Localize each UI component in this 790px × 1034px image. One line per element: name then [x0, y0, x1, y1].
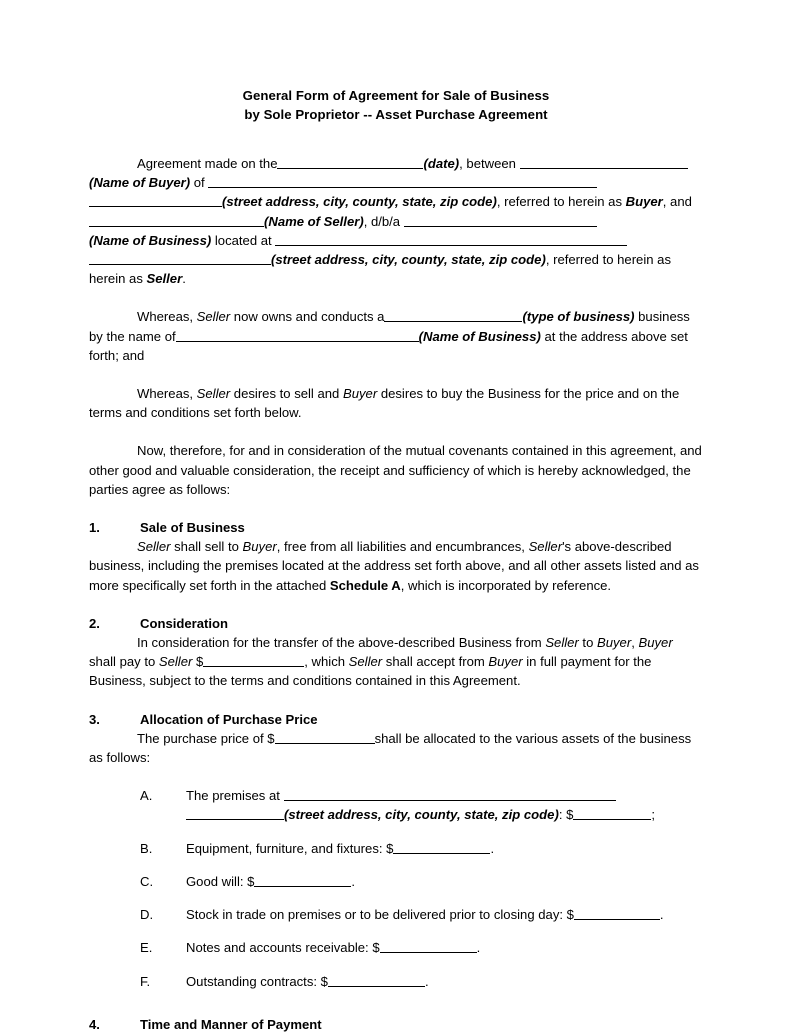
- blank-business-location-part1[interactable]: [275, 232, 627, 246]
- section-heading-1: [89, 518, 703, 537]
- preamble-text-8: , referred to herein as: [545, 252, 671, 268]
- label-name-of-seller: (Name of Seller): [264, 213, 364, 229]
- spacer: [89, 991, 703, 1015]
- blank-name-of-seller[interactable]: [89, 213, 264, 227]
- list-item: [89, 839, 703, 858]
- blank-type-of-business[interactable]: [384, 308, 522, 322]
- sec1-text-1: shall sell to: [170, 539, 243, 555]
- blank-name-of-buyer[interactable]: [520, 155, 688, 169]
- blank-premises-address-part1[interactable]: [284, 787, 616, 801]
- sec2-text-6: , which: [304, 654, 349, 670]
- label-name-of-business-2: (Name of Business): [418, 328, 541, 344]
- whereas-paragraph-2: [89, 384, 703, 422]
- role-seller-1: Seller: [146, 271, 183, 287]
- whereas2-text-3: desires to buy the Business for the price and on the terms and conditions set forth below.: [89, 386, 680, 421]
- whereas1-text-4: at the address above set forth; and: [89, 328, 688, 363]
- item-a-text-1: The premises at: [186, 788, 284, 804]
- role-buyer-6: Buyer: [488, 654, 523, 670]
- title-line-1: General Form of Agreement for Sale of Business: [242, 88, 550, 103]
- preamble-text-1: Agreement made on the: [137, 156, 278, 171]
- whereas1-text-1: Whereas,: [137, 309, 197, 325]
- role-buyer-2: Buyer: [342, 386, 378, 402]
- blank-premises-address-part2[interactable]: [186, 806, 284, 820]
- list-letter-b: B.: [140, 840, 153, 856]
- list-letter-d: D.: [140, 907, 154, 923]
- sec3-text-1: The purchase price of $: [137, 730, 275, 746]
- list-item: [89, 905, 703, 924]
- spacer: [89, 825, 703, 839]
- role-buyer-5: Buyer: [638, 635, 673, 651]
- sec2-text-3: ,: [631, 635, 639, 651]
- spacer: [89, 422, 703, 441]
- list-item-a-text: [140, 786, 703, 805]
- document-body: [89, 86, 703, 1034]
- label-name-of-business-1: (Name of Business): [89, 232, 212, 248]
- sec1-text-3: 's above-described business, including the premises located at the address set forth above, and all other assets listed and as more specifically set forth in the attached: [89, 539, 699, 593]
- section-heading-2: [89, 614, 703, 633]
- section-number-2: 2.: [89, 615, 100, 631]
- sec1-text-4: , which is incorporated by reference.: [400, 577, 612, 593]
- section-heading-3: [89, 710, 703, 729]
- label-type-of-business: (type of business): [522, 309, 635, 325]
- role-buyer-1: Buyer: [625, 194, 663, 210]
- sec2-text-5: $: [192, 654, 204, 670]
- blank-amount-d[interactable]: [574, 906, 660, 920]
- section-title-3: Allocation of Purchase Price: [140, 711, 318, 727]
- blank-buyer-address-part2[interactable]: [89, 193, 222, 207]
- blank-allocation-price[interactable]: [275, 730, 375, 744]
- role-buyer-4: Buyer: [597, 635, 632, 651]
- whereas-paragraph-1: [89, 307, 703, 365]
- whereas2-text-2: desires to sell and: [230, 386, 343, 402]
- label-date: (date): [423, 156, 460, 171]
- list-item-f-text: [140, 972, 703, 991]
- item-f-text-2: .: [424, 973, 429, 989]
- whereas1-text-3: business by the name of: [89, 309, 690, 344]
- spacer: [89, 958, 703, 972]
- role-seller-7: Seller: [158, 654, 193, 670]
- list-item-c-text: [140, 872, 703, 891]
- role-seller-4: Seller: [137, 539, 171, 555]
- list-item-d-text: [140, 905, 703, 924]
- blank-purchase-amount[interactable]: [203, 653, 304, 667]
- blank-amount-e[interactable]: [380, 939, 477, 953]
- schedule-a-reference: Schedule A: [329, 577, 401, 593]
- item-b-text-1: Equipment, furniture, and fixtures: $: [186, 840, 394, 856]
- spacer: [89, 365, 703, 384]
- spacer: [89, 858, 703, 872]
- spacer: [89, 288, 703, 307]
- allocation-list: [89, 786, 703, 990]
- section-number-4: 4.: [89, 1016, 100, 1032]
- preamble-text-3: of: [190, 175, 209, 191]
- spacer: [89, 124, 703, 154]
- section-title-2: Consideration: [140, 615, 229, 631]
- blank-business-name[interactable]: [176, 328, 419, 342]
- blank-amount-c[interactable]: [254, 873, 351, 887]
- spacer: [89, 891, 703, 905]
- whereas2-text-1: Whereas,: [137, 386, 197, 402]
- sec2-text-1: In consideration for the transfer of the above-described Business from: [137, 635, 546, 651]
- preamble-text-9: .: [182, 271, 186, 287]
- sec2-text-7: shall accept from: [382, 654, 489, 670]
- sec2-text-8: in full payment for the Business, subject to the terms and conditions contained in this Agreement.: [89, 654, 652, 689]
- blank-buyer-address-part1[interactable]: [208, 174, 597, 188]
- section-body-3: [89, 729, 703, 767]
- whereas1-text-2: now owns and conducts a: [230, 309, 385, 325]
- blank-amount-a[interactable]: [573, 806, 651, 820]
- label-street-address-2: (street address, city, county, state, zip code): [271, 252, 546, 268]
- now-therefore-text: Now, therefore, for and in consideration of the mutual covenants contained in this agreement, and other good and valuable consideration, the receipt and sufficiency of which is hereby acknowledged, the parties agree as follows:: [89, 443, 702, 497]
- role-seller-6: Seller: [545, 635, 579, 651]
- preamble-text-4: , referred to herein as: [496, 194, 626, 210]
- item-a-text-3: ;: [651, 807, 656, 823]
- item-d-text-1: Stock in trade on premises or to be delivered prior to closing day: $: [186, 907, 574, 923]
- blank-date[interactable]: [277, 155, 423, 169]
- spacer: [89, 595, 703, 614]
- label-street-address-1: (street address, city, county, state, zip code): [222, 194, 497, 210]
- list-item-e-text: [140, 938, 703, 957]
- list-item: [89, 786, 703, 824]
- label-name-of-buyer: (Name of Buyer): [89, 175, 191, 191]
- list-item-b-text: [140, 839, 703, 858]
- section-number-1: 1.: [89, 520, 100, 536]
- section-body-1: [89, 537, 703, 595]
- item-c-text-2: .: [351, 873, 356, 889]
- sec1-text-2: , free from all liabilities and encumbrances,: [276, 539, 529, 555]
- role-seller-3: Seller: [196, 386, 231, 402]
- spacer: [89, 924, 703, 938]
- preamble-text-7: located at: [211, 232, 276, 248]
- list-item-a-continuation: [140, 805, 703, 824]
- blank-amount-f[interactable]: [328, 973, 425, 987]
- page-title: [89, 86, 703, 124]
- item-b-text-2: .: [490, 840, 495, 856]
- item-e-text-2: .: [476, 940, 481, 956]
- sec2-text-4: shall pay to: [89, 654, 159, 670]
- label-premises-address: (street address, city, county, state, zip code): [284, 807, 559, 823]
- section-heading-4: [89, 1015, 703, 1034]
- list-item: [89, 972, 703, 991]
- preamble-herein-as: herein as: [89, 271, 147, 287]
- list-item: [89, 938, 703, 957]
- item-d-text-2: .: [659, 907, 664, 923]
- blank-amount-b[interactable]: [393, 840, 490, 854]
- spacer: [89, 691, 703, 710]
- list-item: [89, 872, 703, 891]
- blank-dba-business-name[interactable]: [404, 213, 597, 227]
- item-f-text-1: Outstanding contracts: $: [186, 973, 328, 989]
- section-title-1: Sale of Business: [140, 520, 245, 536]
- preamble-paragraph: [89, 154, 703, 288]
- preamble-text-5: , and: [662, 194, 692, 210]
- role-buyer-3: Buyer: [242, 539, 277, 555]
- section-number-3: 3.: [89, 711, 100, 727]
- sec3-text-2: shall be allocated to the various assets of the business as follows:: [89, 730, 692, 766]
- list-letter-c: C.: [140, 873, 154, 889]
- blank-business-location-part2[interactable]: [89, 251, 271, 265]
- role-seller-2: Seller: [196, 309, 231, 325]
- preamble-text-6: , d/b/a: [363, 213, 404, 229]
- section-title-4: Time and Manner of Payment: [140, 1016, 322, 1032]
- list-letter-e: E.: [140, 940, 153, 956]
- preamble-text-2: , between: [459, 156, 516, 171]
- item-e-text-1: Notes and accounts receivable: $: [186, 940, 380, 956]
- role-seller-5: Seller: [528, 539, 563, 555]
- section-body-2: [89, 633, 703, 691]
- item-a-text-2: : $: [558, 807, 574, 823]
- role-seller-8: Seller: [348, 654, 383, 670]
- list-letter-f: F.: [140, 973, 151, 989]
- now-therefore-paragraph: [89, 441, 703, 499]
- spacer: [89, 499, 703, 518]
- title-line-2: by Sole Proprietor -- Asset Purchase Agreement: [244, 107, 548, 122]
- list-letter-a: A.: [140, 788, 153, 804]
- sec2-text-2: to: [578, 635, 597, 651]
- item-c-text-1: Good will: $: [186, 873, 255, 889]
- spacer: [89, 767, 703, 786]
